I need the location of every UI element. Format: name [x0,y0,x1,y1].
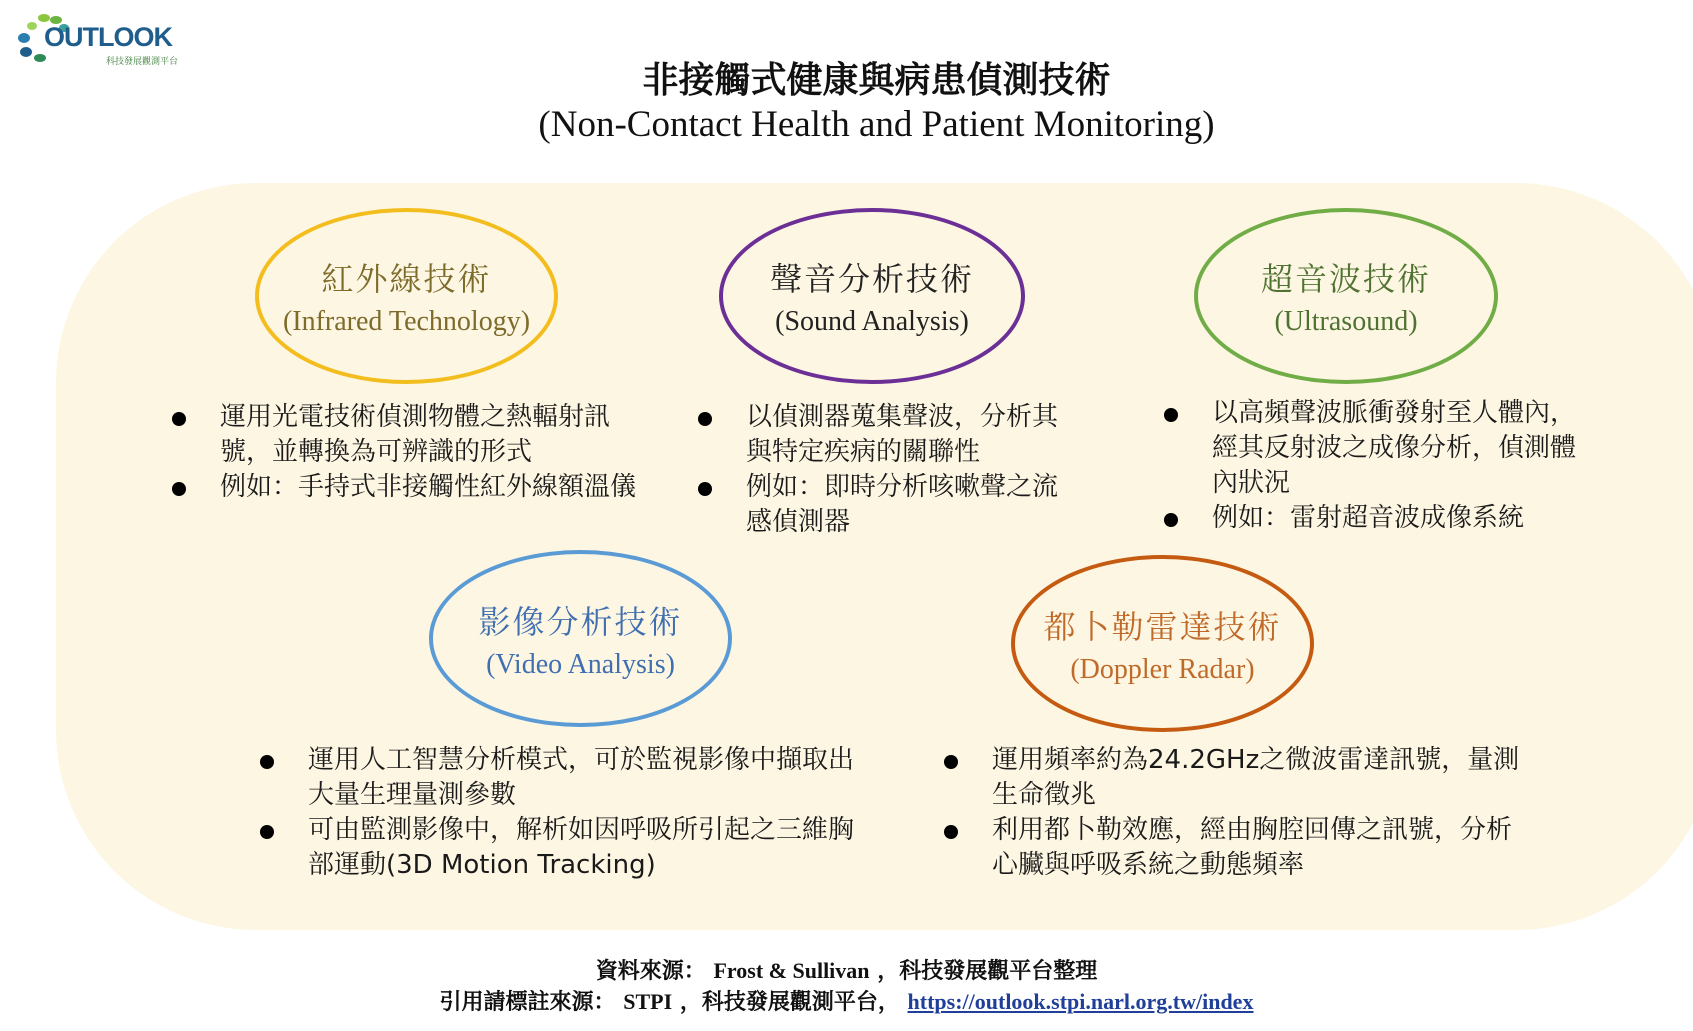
doppler-bullet-1: 運用頻率約為24.2GHz之微波雷達訊號，量測生命徵兆 [944,743,1524,813]
ultrasound-title-chinese: 超音波技術 [1260,260,1431,298]
infrared-title-chinese: 紅外線技術 [321,260,492,298]
sound-title-english: (Sound Analysis) [775,306,969,337]
ultrasound-bullet-list [1164,396,1584,536]
video-bullet-2: 可由監測影像中，解析如因呼吸所引起之三維胸部運動(3D Motion Tracking) [260,813,860,883]
ultrasound-bullet-2: 例如：雷射超音波成像系統 [1164,501,1584,536]
sound-bullet-2: 例如：即時分析咳嗽聲之流感偵測器 [698,470,1078,540]
video-analysis-oval [429,550,732,727]
sound-title-chinese: 聲音分析技術 [769,260,974,298]
doppler-title-chinese: 都卜勒雷達技術 [1043,607,1282,646]
ultrasound-bullet-1: 以高頻聲波脈衝發射至人體內，經其反射波之成像分析，偵測體內狀況 [1164,396,1584,501]
page-title-english: (Non-Contact Health and Patient Monitoring) [538,104,1215,145]
infrared-technology-oval [255,208,558,384]
video-title-english: (Video Analysis) [486,648,675,680]
citation-mid: ，科技發展觀測平台， [679,990,900,1015]
page-title-chinese: 非接觸式健康與病患偵測技術 [642,60,1111,101]
infrared-bullet-1: 運用光電技術偵測物體之熱輻射訊號，並轉換為可辨識的形式 [172,400,642,470]
sound-bullet-list [698,400,1078,540]
source-name: Frost & Sullivan [713,958,870,983]
citation-label: 引用請標註來源： [439,990,616,1015]
sound-analysis-oval [719,208,1025,384]
doppler-radar-oval [1011,555,1314,732]
ultrasound-title-english: (Ultrasound) [1274,306,1418,337]
source-suffix: ，科技發展觀平台整理 [877,959,1098,984]
video-title-chinese: 影像分析技術 [478,602,683,641]
infrared-bullet-list [172,400,642,505]
doppler-title-english: (Doppler Radar) [1070,653,1255,685]
logo-subtitle: 科技發展觀測平台 [106,57,179,67]
doppler-bullet-2: 利用都卜勒效應，經由胸腔回傳之訊號，分析心臟與呼吸系統之動態頻率 [944,813,1524,883]
logo-wordmark: OUTLOOK [44,22,172,52]
video-bullet-list [260,743,860,883]
infrared-bullet-2: 例如：手持式非接觸性紅外線額溫儀 [172,470,642,505]
ultrasound-oval [1194,208,1498,384]
source-line [0,954,1693,985]
sound-bullet-1: 以偵測器蒐集聲波，分析其與特定疾病的關聯性 [698,400,1078,470]
citation-line [0,985,1693,1016]
source-label: 資料來源： [595,959,706,984]
doppler-bullet-list [944,743,1524,883]
video-bullet-1: 運用人工智慧分析模式，可於監視影像中擷取出大量生理量測參數 [260,743,860,813]
citation-url-link[interactable]: https://outlook.stpi.narl.org.tw/index [907,989,1254,1014]
citation-org: STPI [623,989,673,1014]
infrared-title-english: (Infrared Technology) [282,306,531,337]
